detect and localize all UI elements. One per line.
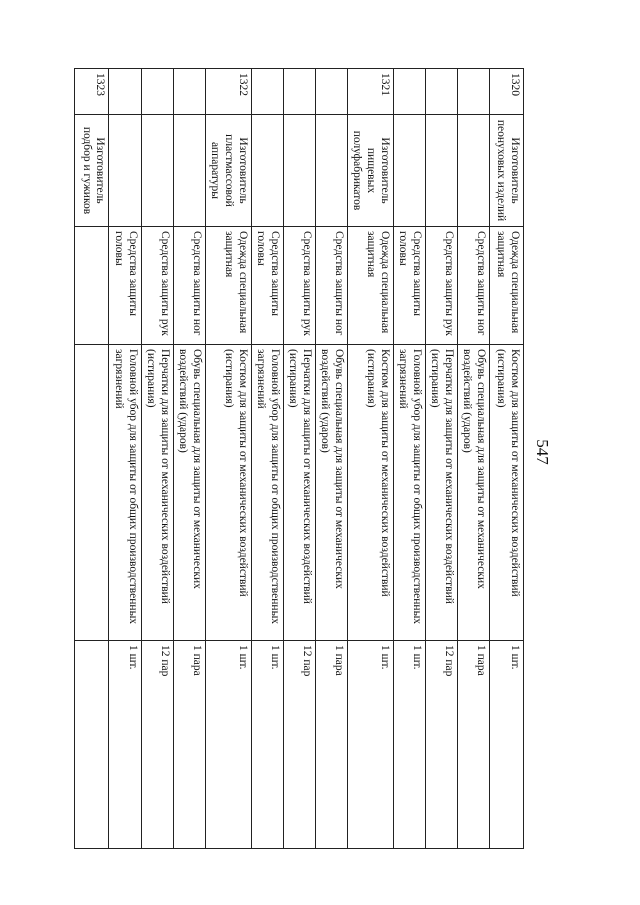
row-number: 1321	[347, 69, 393, 115]
quantity-cell: 1 шт.	[205, 641, 251, 849]
ppe-type-cell: Одежда специальная защитная	[490, 227, 524, 345]
ppe-type-cell: Средства защиты головы	[109, 227, 141, 345]
quantity-cell: 1 пара	[457, 641, 489, 849]
table-row	[141, 69, 173, 849]
ppe-item-cell: Головной убор для защиты от общих производственных загрязнений	[251, 345, 283, 641]
profession-cell: Изготовитель пластмассовой аппаратуры	[205, 115, 251, 227]
ppe-type-cell	[75, 227, 109, 345]
ppe-item-cell	[75, 345, 109, 641]
quantity-cell: 1 шт.	[490, 641, 524, 849]
profession-cell	[173, 115, 205, 227]
profession-cell: Изготовитель подбор и гужиков	[75, 115, 109, 227]
ppe-item-cell: Обувь специальная для защиты от механических воздействий (ударов)	[315, 345, 347, 641]
ppe-type-cell: Средства защиты головы	[251, 227, 283, 345]
ppe-item-cell: Перчатки для защиты от механических воздействий (истирания)	[283, 345, 315, 641]
row-number	[457, 69, 489, 115]
row-number	[109, 69, 141, 115]
quantity-cell: 1 шт.	[393, 641, 425, 849]
ppe-type-cell: Средства защиты рук	[141, 227, 173, 345]
quantity-cell: 1 пара	[315, 641, 347, 849]
table-row	[393, 69, 425, 849]
table-row	[315, 69, 347, 849]
ppe-type-cell: Средства защиты рук	[283, 227, 315, 345]
ppe-table	[75, 68, 525, 849]
profession-cell	[141, 115, 173, 227]
profession-cell	[315, 115, 347, 227]
ppe-table-container	[80, 68, 524, 848]
ppe-type-cell: Средства защиты головы	[393, 227, 425, 345]
profession-cell	[425, 115, 457, 227]
ppe-type-cell: Средства защиты рук	[425, 227, 457, 345]
quantity-cell: 1 шт.	[251, 641, 283, 849]
ppe-item-cell: Обувь специальная для защиты от механических воздействий (ударов)	[457, 345, 489, 641]
row-number	[141, 69, 173, 115]
quantity-cell	[75, 641, 109, 849]
profession-cell	[457, 115, 489, 227]
ppe-type-cell: Средства защиты ног	[173, 227, 205, 345]
quantity-cell: 1 пара	[173, 641, 205, 849]
row-number: 1323	[75, 69, 109, 115]
quantity-cell: 1 шт.	[109, 641, 141, 849]
row-number	[315, 69, 347, 115]
ppe-type-cell: Средства защиты ног	[315, 227, 347, 345]
table-row	[205, 69, 251, 849]
quantity-cell: 12 пар	[283, 641, 315, 849]
row-number	[173, 69, 205, 115]
profession-cell	[283, 115, 315, 227]
ppe-item-cell: Костюм для защиты от механических воздействий (истирания)	[205, 345, 251, 641]
profession-cell: Изготовитель пищевых полуфабрикатов	[347, 115, 393, 227]
table-row	[490, 69, 524, 849]
ppe-item-cell: Костюм для защиты от механических воздействий (истирания)	[490, 345, 524, 641]
ppe-item-cell: Обувь специальная для защиты от механических воздействий (ударов)	[173, 345, 205, 641]
table-row	[425, 69, 457, 849]
table-row	[457, 69, 489, 849]
table-row	[347, 69, 393, 849]
page-number: 547	[533, 439, 552, 465]
profession-cell	[109, 115, 141, 227]
table-row	[173, 69, 205, 849]
row-number	[393, 69, 425, 115]
ppe-item-cell: Перчатки для защиты от механических воздействий (истирания)	[141, 345, 173, 641]
ppe-item-cell: Головной убор для защиты от общих производственных загрязнений	[393, 345, 425, 641]
ppe-item-cell: Головной убор для защиты от общих производственных загрязнений	[109, 345, 141, 641]
profession-cell	[393, 115, 425, 227]
table-row	[283, 69, 315, 849]
table-row	[75, 69, 109, 849]
ppe-item-cell: Перчатки для защиты от механических воздействий (истирания)	[425, 345, 457, 641]
quantity-cell: 12 пар	[141, 641, 173, 849]
table-row	[251, 69, 283, 849]
ppe-type-cell: Средства защиты ног	[457, 227, 489, 345]
quantity-cell: 12 пар	[425, 641, 457, 849]
ppe-type-cell: Одежда специальная защитная	[205, 227, 251, 345]
ppe-item-cell: Костюм для защиты от механических воздействий (истирания)	[347, 345, 393, 641]
row-number: 1320	[490, 69, 524, 115]
ppe-type-cell: Одежда специальная защитная	[347, 227, 393, 345]
row-number: 1322	[205, 69, 251, 115]
profession-cell	[251, 115, 283, 227]
table-row	[109, 69, 141, 849]
quantity-cell: 1 шт.	[347, 641, 393, 849]
row-number	[283, 69, 315, 115]
row-number	[425, 69, 457, 115]
row-number	[251, 69, 283, 115]
profession-cell: Изготовитель пеонуховых изделий	[490, 115, 524, 227]
